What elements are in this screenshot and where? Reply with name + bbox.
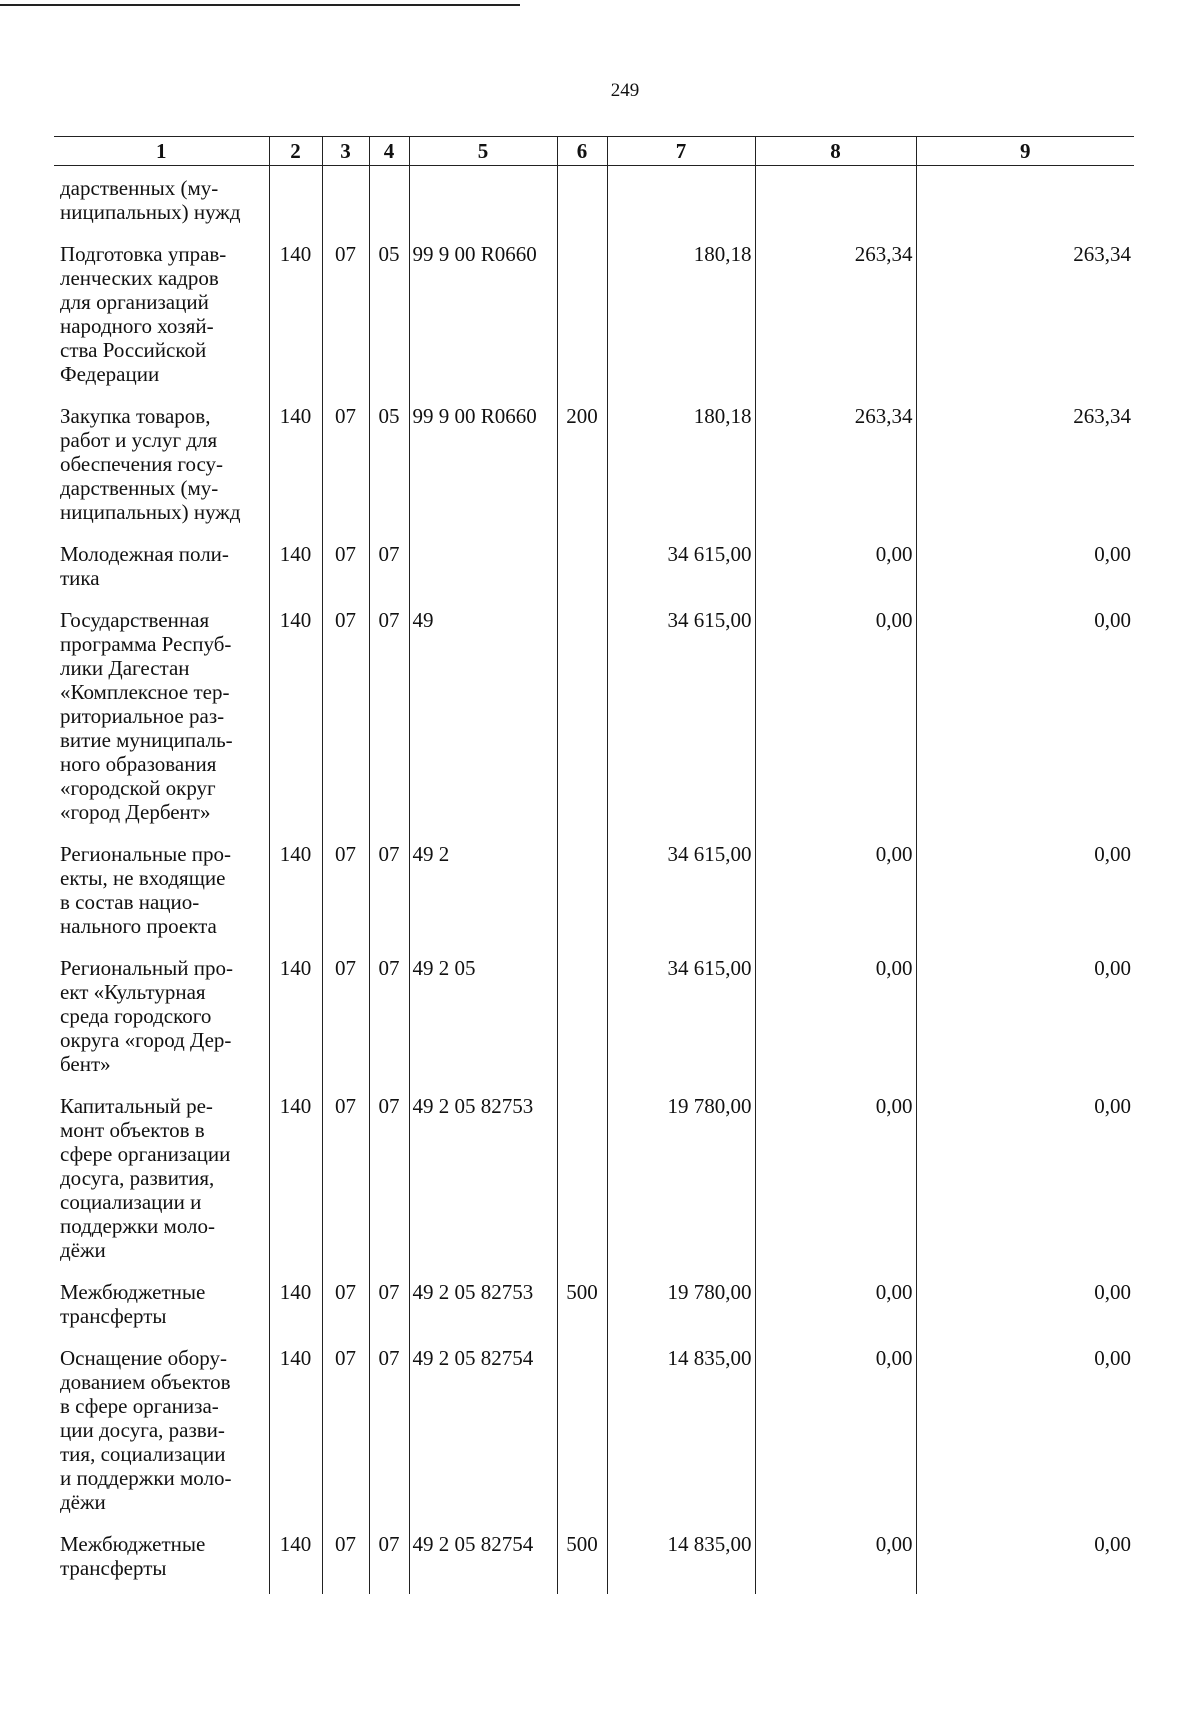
section-code: 07 (322, 952, 369, 1090)
item-name: Государственная программа Респуб- лики Дагестан «Комплексное тер- риториальное раз- витие муниципаль- ного образования «городской округ «город Дербент» (60, 608, 233, 824)
top-rule (0, 4, 520, 6)
target-article-code: 99 9 00 R0660 (409, 238, 557, 400)
budget-table (54, 136, 1134, 1594)
table-row (54, 1276, 1134, 1342)
amount-col-9: 0,00 (916, 1342, 1134, 1528)
column-header: 2 (269, 137, 322, 166)
expense-type-code: 200 (557, 400, 607, 538)
target-article-code: 99 9 00 R0660 (409, 400, 557, 538)
amount-col-9: 263,34 (916, 238, 1134, 400)
amount-col-8: 0,00 (755, 1276, 916, 1342)
subsection-code: 05 (369, 238, 409, 400)
amount-col-7: 34 615,00 (607, 838, 755, 952)
item-name: Оснащение обору- дованием объектов в сфере организа- ции досуга, разви- тия, социализации и поддержки моло- дёжи (60, 1346, 232, 1514)
target-article-code: 49 2 (409, 838, 557, 952)
table-row (54, 604, 1134, 838)
target-article-code: 49 2 05 (409, 952, 557, 1090)
column-header: 9 (916, 137, 1134, 166)
target-article-code: 49 (409, 604, 557, 838)
amount-col-9 (916, 166, 1134, 239)
page-number: 249 (610, 80, 640, 101)
section-code: 07 (322, 1276, 369, 1342)
amount-col-9: 0,00 (916, 1090, 1134, 1276)
amount-col-9: 263,34 (916, 400, 1134, 538)
expense-type-code (557, 1090, 607, 1276)
table-row (54, 166, 1134, 239)
table-row (54, 400, 1134, 538)
target-article-code: 49 2 05 82753 (409, 1276, 557, 1342)
column-header: 5 (409, 137, 557, 166)
admin-code: 140 (269, 538, 322, 604)
admin-code: 140 (269, 238, 322, 400)
section-code: 07 (322, 1528, 369, 1594)
amount-col-9: 0,00 (916, 538, 1134, 604)
expense-type-code (557, 538, 607, 604)
amount-col-8: 0,00 (755, 1090, 916, 1276)
amount-col-8: 263,34 (755, 400, 916, 538)
amount-col-8 (755, 166, 916, 239)
subsection-code: 07 (369, 838, 409, 952)
amount-col-8: 0,00 (755, 538, 916, 604)
section-code: 07 (322, 1342, 369, 1528)
table-row (54, 1342, 1134, 1528)
subsection-code: 07 (369, 538, 409, 604)
column-header: 8 (755, 137, 916, 166)
table-row (54, 1528, 1134, 1594)
section-code (322, 166, 369, 239)
admin-code (269, 166, 322, 239)
item-name: Межбюджетные трансферты (60, 1280, 206, 1328)
subsection-code: 07 (369, 604, 409, 838)
subsection-code: 07 (369, 1276, 409, 1342)
item-name: Молодежная поли- тика (60, 542, 229, 590)
item-name: Капитальный ре- монт объектов в сфере организации досуга, развития, социализации и поддержки моло- дёжи (60, 1094, 231, 1262)
amount-col-9: 0,00 (916, 838, 1134, 952)
amount-col-8: 0,00 (755, 604, 916, 838)
expense-type-code (557, 952, 607, 1090)
section-code: 07 (322, 238, 369, 400)
admin-code: 140 (269, 838, 322, 952)
subsection-code: 07 (369, 1090, 409, 1276)
expense-type-code: 500 (557, 1528, 607, 1594)
item-name: Закупка товаров, работ и услуг для обеспечения госу- дарственных (му- ниципальных) нужд (60, 404, 241, 524)
admin-code: 140 (269, 1342, 322, 1528)
table-row (54, 952, 1134, 1090)
section-code: 07 (322, 400, 369, 538)
amount-col-8: 0,00 (755, 1342, 916, 1528)
subsection-code (369, 166, 409, 239)
table-row (54, 1090, 1134, 1276)
target-article-code: 49 2 05 82753 (409, 1090, 557, 1276)
expense-type-code (557, 838, 607, 952)
table-row (54, 538, 1134, 604)
expense-type-code (557, 1342, 607, 1528)
expense-type-code (557, 166, 607, 239)
column-header: 1 (54, 137, 269, 166)
amount-col-8: 263,34 (755, 238, 916, 400)
amount-col-9: 0,00 (916, 604, 1134, 838)
table-body (54, 166, 1134, 1595)
subsection-code: 05 (369, 400, 409, 538)
item-name: Межбюджетные трансферты (60, 1532, 206, 1580)
item-name: Региональные про- екты, не входящие в состав нацио- нального проекта (60, 842, 232, 938)
column-header: 4 (369, 137, 409, 166)
column-header: 3 (322, 137, 369, 166)
subsection-code: 07 (369, 1342, 409, 1528)
table-row (54, 238, 1134, 400)
admin-code: 140 (269, 400, 322, 538)
admin-code: 140 (269, 1528, 322, 1594)
amount-col-7: 14 835,00 (607, 1342, 755, 1528)
amount-col-9: 0,00 (916, 1528, 1134, 1594)
column-header: 6 (557, 137, 607, 166)
admin-code: 140 (269, 952, 322, 1090)
table-row (54, 838, 1134, 952)
amount-col-8: 0,00 (755, 838, 916, 952)
amount-col-8: 0,00 (755, 1528, 916, 1594)
amount-col-7: 34 615,00 (607, 952, 755, 1090)
admin-code: 140 (269, 1090, 322, 1276)
amount-col-7: 19 780,00 (607, 1276, 755, 1342)
section-code: 07 (322, 604, 369, 838)
amount-col-9: 0,00 (916, 1276, 1134, 1342)
section-code: 07 (322, 1090, 369, 1276)
subsection-code: 07 (369, 1528, 409, 1594)
section-code: 07 (322, 838, 369, 952)
item-name: Региональный про- ект «Культурная среда городского округа «город Дер- бент» (60, 956, 233, 1076)
admin-code: 140 (269, 604, 322, 838)
item-name: Подготовка управ- ленческих кадров для организаций народного хозяй- ства Российской Федерации (60, 242, 227, 386)
amount-col-7: 19 780,00 (607, 1090, 755, 1276)
target-article-code (409, 538, 557, 604)
header-row (54, 137, 1134, 166)
amount-col-8: 0,00 (755, 952, 916, 1090)
amount-col-7: 180,18 (607, 238, 755, 400)
target-article-code: 49 2 05 82754 (409, 1342, 557, 1528)
expense-type-code (557, 238, 607, 400)
amount-col-9: 0,00 (916, 952, 1134, 1090)
amount-col-7: 14 835,00 (607, 1528, 755, 1594)
target-article-code (409, 166, 557, 239)
subsection-code: 07 (369, 952, 409, 1090)
target-article-code: 49 2 05 82754 (409, 1528, 557, 1594)
column-header: 7 (607, 137, 755, 166)
amount-col-7: 34 615,00 (607, 604, 755, 838)
admin-code: 140 (269, 1276, 322, 1342)
amount-col-7: 34 615,00 (607, 538, 755, 604)
item-name: дарственных (му- ниципальных) нужд (60, 176, 241, 224)
amount-col-7 (607, 166, 755, 239)
section-code: 07 (322, 538, 369, 604)
amount-col-7: 180,18 (607, 400, 755, 538)
expense-type-code: 500 (557, 1276, 607, 1342)
expense-type-code (557, 604, 607, 838)
